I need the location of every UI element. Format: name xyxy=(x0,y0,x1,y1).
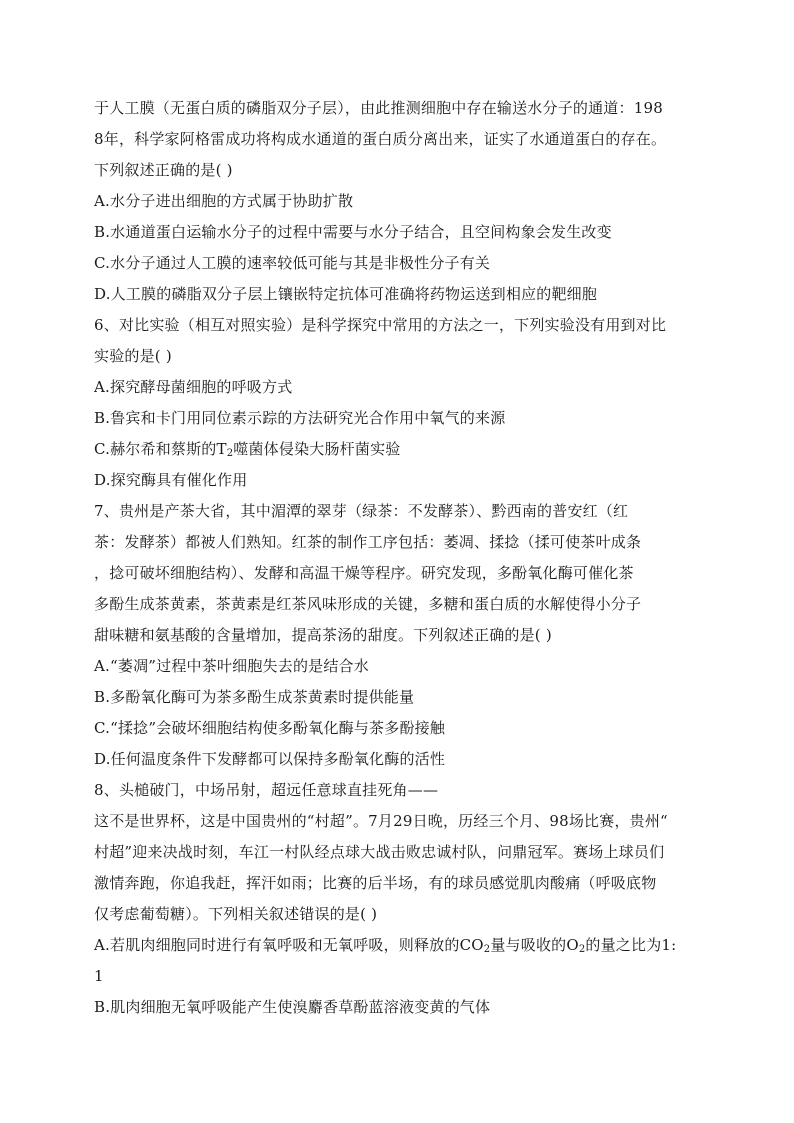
option-b: B.鲁宾和卡门用同位素示踪的方法研究光合作用中氧气的来源 xyxy=(94,409,506,427)
text-line: 于人工膜（无蛋白质的磷脂双分子层），由此推测细胞中存在输送水分子的通道：198 xyxy=(94,99,663,117)
text-line: 8年，科学家阿格雷成功将构成水通道的蛋白质分离出来，证实了水通道蛋白的存在。 xyxy=(94,130,667,148)
question-7-stem: 7、贵州是产茶大省，其中湄潭的翠芽（绿茶：不发酵茶）、黔西南的普安红（红 xyxy=(94,502,629,520)
option-b: B.水通道蛋白运输水分子的过程中需要与水分子结合，且空间构象会发生改变 xyxy=(94,223,612,241)
question-6-stem: 实验的是( ) xyxy=(94,347,172,365)
subscript: 2 xyxy=(226,448,234,459)
question-6-stem: 6、对比实验（相互对照实验）是科学探究中常用的方法之一，下列实验没有用到对比 xyxy=(94,316,667,334)
option-a: A.水分子进出细胞的方式属于协助扩散 xyxy=(94,192,354,210)
text-span: A.若肌肉细胞同时进行有氧呼吸和无氧呼吸，则释放的CO xyxy=(94,936,484,954)
text-span: 的量之比为1: xyxy=(585,936,677,954)
question-7-stem: ，捻可破坏细胞结构）、发酵和高温干燥等程序。研究发现，多酚氧化酶可催化茶 xyxy=(94,564,634,582)
question-8-stem: 这不是世界杯，这是中国贵州的“村超”。7月29日晚，历经三个月、98场比赛，贵州“ xyxy=(94,812,668,830)
option-d: D.人工膜的磷脂双分子层上镶嵌特定抗体可准确将药物运送到相应的靶细胞 xyxy=(94,285,598,303)
text-span: 量与吸收的O xyxy=(490,936,579,954)
option-a: A.“萎凋”过程中茶叶细胞失去的是结合水 xyxy=(94,657,369,675)
text-span: 噬菌体侵染大肠杆菌实验 xyxy=(233,440,401,458)
question-7-stem: 茶：发酵茶）都被人们熟知。红茶的制作工序包括：萎凋、揉捻（揉可使茶叶成条 xyxy=(94,533,642,551)
option-d: D.任何温度条件下发酵都可以保持多酚氧化酶的活性 xyxy=(94,750,446,768)
question-7-stem: 多酚生成茶黄素，茶黄素是红茶风味形成的关键，多糖和蛋白质的水解使得小分子 xyxy=(94,595,642,613)
option-c: C.水分子通过人工膜的速率较低可能与其是非极性分子有关 xyxy=(94,254,491,272)
option-a: A.探究酵母菌细胞的呼吸方式 xyxy=(94,378,293,396)
question-8-stem: 村超”迎来决战时刻，车江一村队经点球大战击败忠诚村队，问鼎冠军。赛场上球员们 xyxy=(94,843,665,861)
option-b: B.肌肉细胞无氧呼吸能产生使溴麝香草酚蓝溶液变黄的气体 xyxy=(94,998,491,1016)
text-span: C.赫尔希和蔡斯的T xyxy=(94,440,227,458)
question-8-stem: 仅考虑葡萄糖）。下列相关叙述错误的是( ) xyxy=(94,905,378,923)
option-a xyxy=(94,930,706,961)
option-a-continued: 1 xyxy=(94,967,104,985)
option-d: D.探究酶具有催化作用 xyxy=(94,471,248,489)
question-7-stem: 甜味糖和氨基酸的含量增加，提高茶汤的甜度。下列叙述正确的是( ) xyxy=(94,626,552,644)
question-8-stem: 激情奔跑，你追我赶，挥汗如雨；比赛的后半场，有的球员感觉肌肉酸痛（呼吸底物 xyxy=(94,874,657,892)
option-b: B.多酚氧化酶可为茶多酚生成茶黄素时提供能量 xyxy=(94,688,415,706)
option-c xyxy=(94,434,706,465)
option-c: C.“揉捻”会破坏细胞结构使多酚氧化酶与茶多酚接触 xyxy=(94,719,446,737)
subscript: 2 xyxy=(578,944,586,955)
text-line: 下列叙述正确的是( ) xyxy=(94,161,233,179)
subscript: 2 xyxy=(483,944,491,955)
question-8-stem: 8、头槌破门，中场吊射，超远任意球直挂死角—— xyxy=(94,781,439,799)
